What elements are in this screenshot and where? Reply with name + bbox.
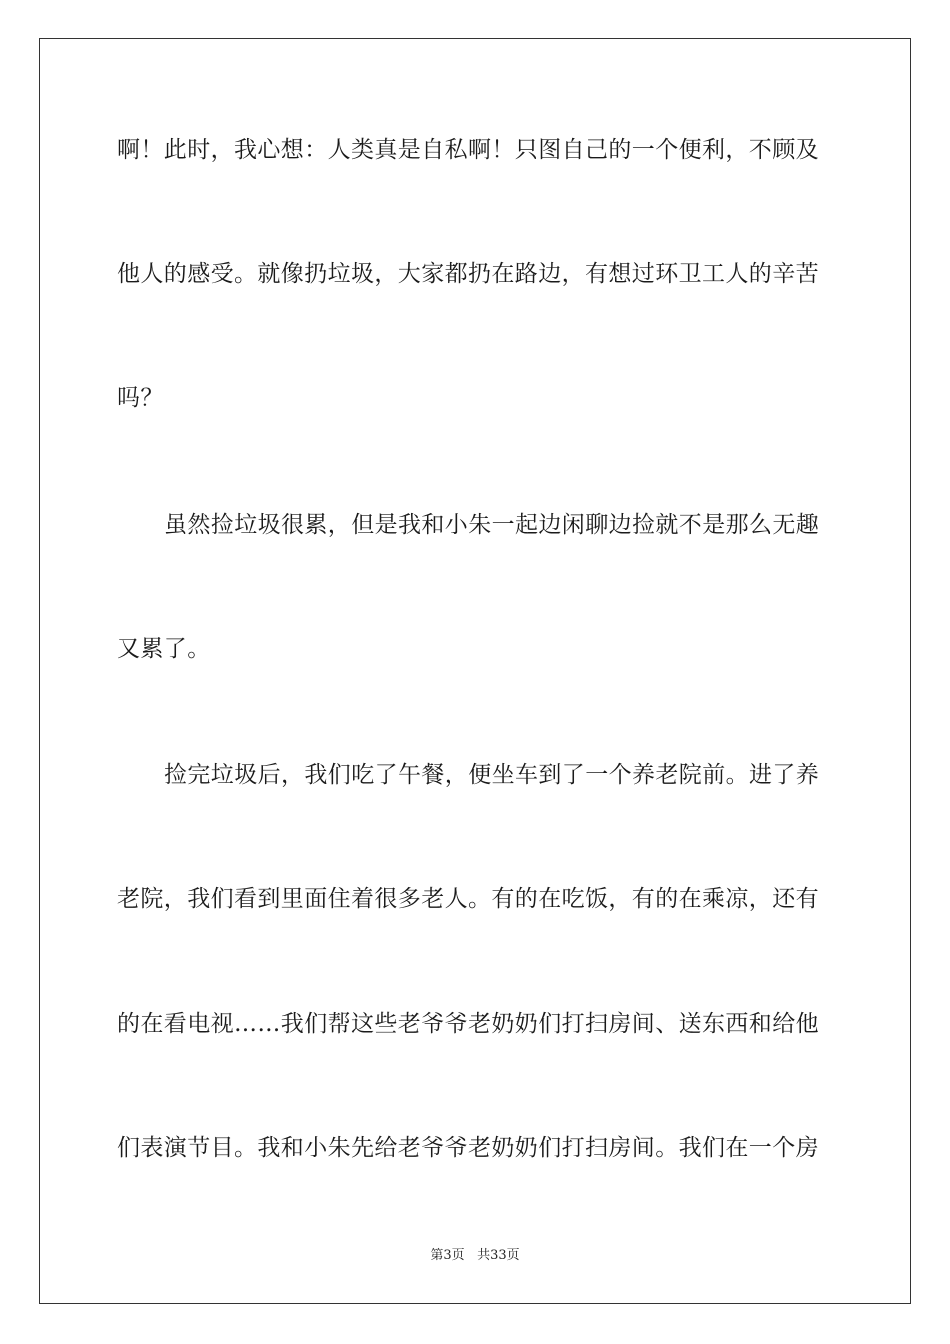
page-total: 共33页 — [477, 1248, 520, 1263]
paragraph-line: 们表演节目。我和小朱先给老爷爷老奶奶们打扫房间。我们在一个房 — [117, 1135, 819, 1161]
paragraph-line: 吗？ — [117, 385, 164, 411]
paragraph-line: 老院，我们看到里面住着很多老人。有的在吃饭，有的在乘凉，还有 — [117, 886, 819, 912]
paragraph-line: 他人的感受。就像扔垃圾，大家都扔在路边，有想过环卫工人的辛苦 — [117, 261, 819, 287]
paragraph-line: 的在看电视……我们帮这些老爷爷老奶奶们打扫房间、送东西和给他 — [117, 1011, 819, 1037]
page-border — [39, 38, 911, 1304]
paragraph-line: 啊！此时，我心想：人类真是自私啊！只图自己的一个便利，不顾及 — [117, 137, 819, 163]
paragraph-line: 虽然捡垃圾很累，但是我和小朱一起边闲聊边捡就不是那么无趣 — [164, 512, 820, 538]
paragraph-line: 又累了。 — [117, 636, 211, 662]
paragraph-line: 捡完垃圾后，我们吃了午餐，便坐车到了一个养老院前。进了养 — [164, 762, 820, 788]
page-number: 第3页 — [430, 1248, 465, 1263]
page-footer — [0, 1247, 950, 1265]
